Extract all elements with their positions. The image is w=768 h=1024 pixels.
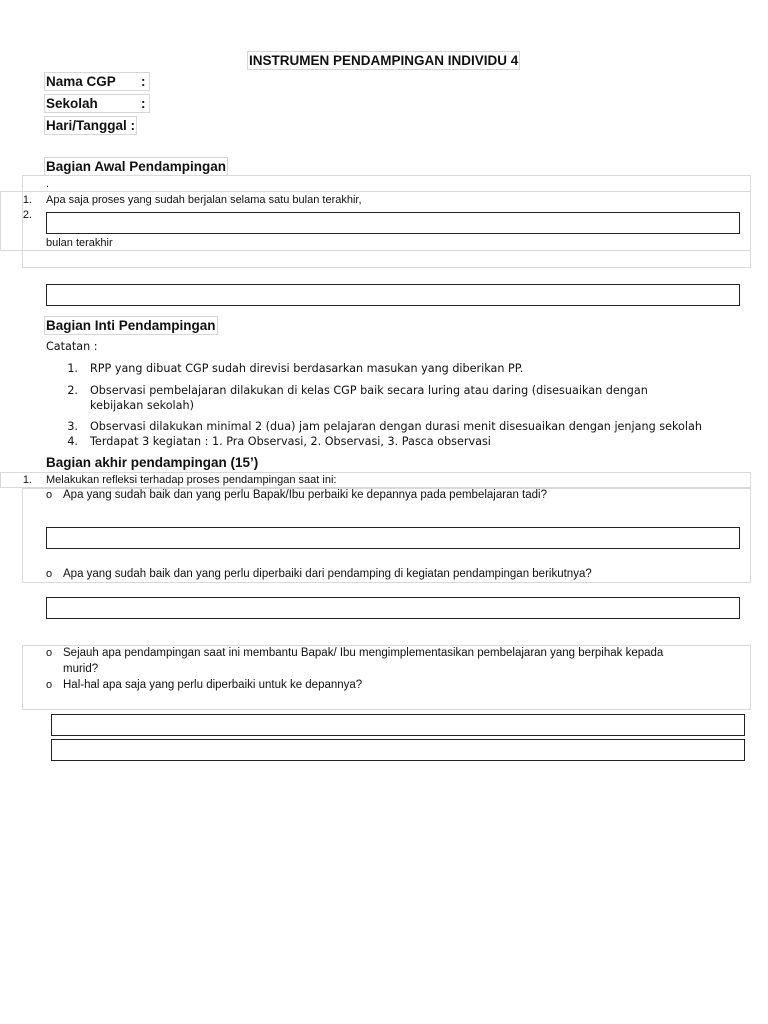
- awal-dot: .: [46, 178, 50, 190]
- question-2-text: Apa yang sudah baik dan yang perlu diperbaiki dari pendamping di kegiatan pendampingan berikutnya?: [63, 568, 592, 580]
- akhir-item1-text: Melakukan refleksi terhadap proses pendampingan saat ini:: [46, 474, 337, 486]
- question-4-text: Hal-hal apa saja yang perlu diperbaiki untuk ke depannya?: [63, 679, 363, 691]
- inti-heading: Bagian Inti Pendampingan: [46, 318, 216, 333]
- note-3-number: 3.: [67, 420, 78, 433]
- sekolah-colon: :: [141, 96, 146, 111]
- nama-cgp-label: [46, 74, 148, 89]
- question-3-answer-field[interactable]: [51, 714, 745, 736]
- note-3-text: Observasi dilakukan minimal 2 (dua) jam pelajaran dengan durasi menit disesuaikan dengan jenjang sekolah: [90, 420, 702, 433]
- awal-continuation-text: bulan terakhir: [46, 237, 113, 249]
- note-4-number: 4.: [67, 435, 78, 448]
- catatan-label: Catatan :: [46, 340, 98, 353]
- awal-heading: Bagian Awal Pendampingan: [46, 159, 227, 174]
- bullet-1: o: [46, 489, 53, 501]
- awal-answer-field-1[interactable]: [46, 212, 740, 234]
- sekolah-label: [46, 96, 148, 111]
- question-4-answer-field[interactable]: [51, 739, 745, 761]
- document-title: INSTRUMEN PENDAMPINGAN INDIVIDU 4: [249, 53, 519, 68]
- note-1-text: RPP yang dibuat CGP sudah direvisi berdasarkan masukan yang diberikan PP.: [90, 362, 524, 375]
- awal-item1-number: 1.: [22, 194, 32, 206]
- awal-answer-field-2[interactable]: [46, 284, 740, 306]
- bullet-2: o: [46, 568, 53, 580]
- question-2-answer-field[interactable]: [46, 597, 740, 619]
- hari-tanggal-label: [46, 118, 135, 133]
- awal-item2-number: 2.: [22, 209, 32, 221]
- nama-cgp-colon: :: [141, 74, 146, 89]
- note-2-number: 2.: [67, 384, 78, 397]
- akhir-heading: Bagian akhir pendampingan (15’): [46, 455, 259, 470]
- question-3-text-cont: murid?: [63, 663, 99, 675]
- nama-cgp-text: Nama CGP: [46, 74, 116, 89]
- note-1-number: 1.: [67, 362, 78, 375]
- question-1-text: Apa yang sudah baik dan yang perlu Bapak/Ibu perbaiki ke depannya pada pembelajaran tadi?: [63, 489, 547, 501]
- note-2-text-cont: kebijakan sekolah): [90, 399, 194, 412]
- question-1-answer-field[interactable]: [46, 527, 740, 549]
- note-2-text: Observasi pembelajaran dilakukan di kelas CGP baik secara luring atau daring (disesuaikan dengan: [90, 384, 648, 397]
- bullet-4: o: [46, 679, 53, 691]
- note-4-text: Terdapat 3 kegiatan : 1. Pra Observasi, 2. Observasi, 3. Pasca observasi: [90, 435, 491, 448]
- sekolah-text: Sekolah: [46, 96, 98, 111]
- bullet-3: o: [46, 647, 53, 659]
- awal-item1-text: Apa saja proses yang sudah berjalan selama satu bulan terakhir,: [46, 194, 362, 206]
- akhir-item1-number: 1.: [22, 474, 32, 486]
- hari-tanggal-text: Hari/Tanggal :: [46, 118, 136, 133]
- question-3-text: Sejauh apa pendampingan saat ini membantu Bapak/ Ibu mengimplementasikan pembelajaran yang berpihak kepada: [63, 647, 664, 659]
